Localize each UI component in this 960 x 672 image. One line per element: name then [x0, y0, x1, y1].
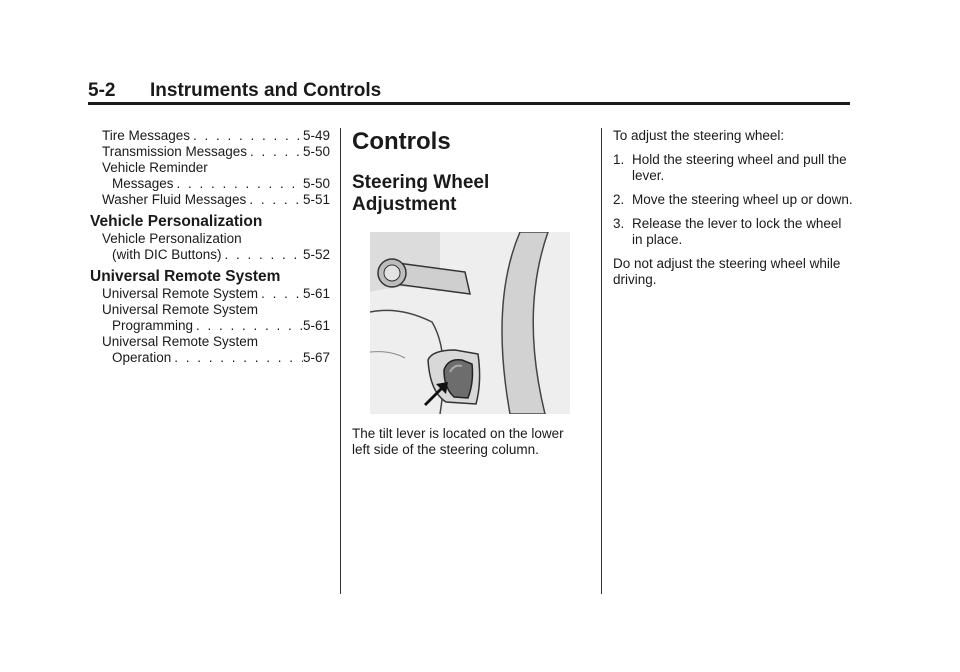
- toc-section-heading: Universal Remote System: [90, 268, 281, 285]
- controls-column: [352, 128, 584, 457]
- adjust-instructions: [613, 128, 853, 296]
- instructions-intro: To adjust the steering wheel:: [613, 128, 785, 143]
- section-heading: Controls: [352, 128, 451, 155]
- toc-entry[interactable]: Operation . . . 5-67: [90, 350, 330, 366]
- column-divider-right: [601, 128, 602, 594]
- toc-entry[interactable]: Programming . . . 5-61: [90, 318, 330, 334]
- toc-entry[interactable]: Messages . . . 5-50: [90, 176, 330, 192]
- toc-entry[interactable]: (with DIC Buttons) . . . 5-52: [90, 247, 330, 263]
- toc-entry[interactable]: Washer Fluid Messages . . . 5-51: [90, 192, 330, 208]
- step-item: 3. Release the lever to lock the wheel in place.: [613, 216, 842, 247]
- subsection-heading: Steering Wheel Adjustment: [352, 172, 490, 215]
- chapter-title: Instruments and Controls: [150, 80, 382, 101]
- toc-entry[interactable]: Tire Messages . . . 5-49: [90, 128, 330, 144]
- toc-entry-line1[interactable]: Universal Remote System: [102, 302, 259, 317]
- toc-entry[interactable]: Transmission Messages . . . 5-50: [90, 144, 330, 160]
- header-rule: [88, 102, 850, 105]
- column-divider-left: [340, 128, 341, 594]
- toc-section-heading: Vehicle Personalization: [90, 213, 263, 230]
- toc-entry-line1[interactable]: Vehicle Personalization: [102, 231, 242, 246]
- toc-entry[interactable]: Universal Remote System . . . 5-61: [90, 286, 330, 302]
- table-of-contents: [90, 128, 330, 366]
- toc-entry-line1[interactable]: Vehicle Reminder: [102, 160, 208, 175]
- figure-caption: The tilt lever is located on the lower left side of the steering column.: [352, 426, 564, 457]
- steering-column-illustration: [370, 232, 570, 414]
- step-item: 2. Move the steering wheel up or down.: [613, 192, 853, 207]
- step-item: 1. Hold the steering wheel and pull the lever.: [613, 152, 847, 183]
- driving-warning: Do not adjust the steering wheel while driving.: [613, 256, 841, 287]
- toc-entry-line1[interactable]: Universal Remote System: [102, 334, 259, 349]
- section-number: 5-2: [88, 80, 116, 101]
